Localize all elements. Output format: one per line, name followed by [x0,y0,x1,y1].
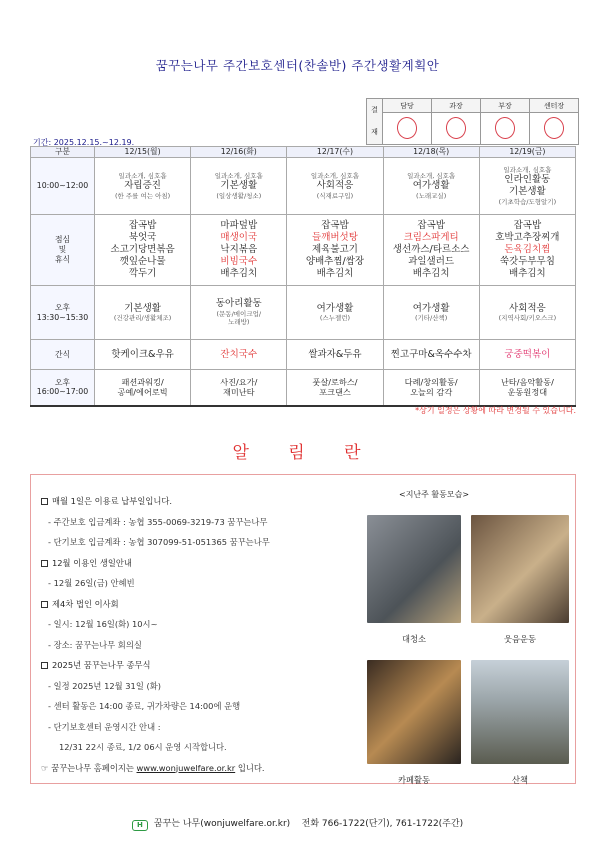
activity-cell: 난타/음악활동/ 운동원정대 [479,370,575,406]
photo-caption: 산책 [511,775,529,785]
notice-item: 12월 이용인 생일안내 [41,559,361,580]
schedule-period: 기간: 2025.12.15.~12.19. [33,138,135,147]
activity-cell: 일과소개, 심호흡 인라인활동 기본생활 (기초학습/도형알기) [479,158,575,215]
snack-cell: 핫케이크&우유 [95,340,191,370]
schedule-header: 12/19(금) [479,147,575,158]
stamp-icon [445,115,468,140]
photo-caption: 웃음운동 [503,634,537,644]
notice-item: 제4차 법인 이사회 [41,600,361,621]
activity-cell: 일과소개, 심호흡 기본생활 (일상생활/청소) [191,158,287,215]
notice-box [30,474,576,784]
photo-cleaning [367,515,461,623]
menu-cell: 마파덮밥 매생이국 낙지볶음 비빔국수 배추김치 [191,215,287,286]
activity-cell: 일과소개, 심호흡 사회적응 (식재료구입) [287,158,383,215]
stamp-icon [396,115,419,140]
checkbox-icon [41,560,48,567]
checkbox-icon [41,662,48,669]
time-cell: 점심 및 휴식 [31,215,95,286]
approval-stamp-cell [383,113,432,145]
stamp-icon [543,115,566,140]
approval-role: 담당 [383,99,432,113]
time-cell: 오후 16:00~17:00 [31,370,95,406]
notice-title: 알 림 란 [232,443,363,463]
footer-phone: 전화 766-1722(단기), 761-1722(주간) [301,819,464,829]
schedule-header: 12/18(목) [383,147,479,158]
approval-role: 부장 [481,99,530,113]
logo-icon: H [132,820,148,831]
stamp-icon [494,115,517,140]
menu-cell: 잡곡밥 호박고추장찌개 돈육김치찜 쑥갓두부무침 배추김치 [479,215,575,286]
photo-walk [471,660,569,764]
notice-item: - 주간보호 입금계좌 : 농협 355-0069-3219-73 꿈꾸는나무 [48,516,268,527]
schedule-note: *상기 일정은 상황에 따라 변경될 수 있습니다. [415,406,576,415]
activity-cell: 패션과워킹/ 공예/에어로빅 [95,370,191,406]
schedule-header: 12/16(화) [191,147,287,158]
time-cell: 오후 13:30~15:30 [31,286,95,340]
notice-item: - 일정 2025년 12월 31일 (화) [48,680,161,691]
schedule-header: 구분 [31,147,95,158]
notice-item: 12/31 22시 종료, 1/2 06시 운영 시작합니다. [59,742,227,752]
photo-laughter-exercise [471,515,569,623]
activity-cell: 풋살/로하스/ 포크댄스 [287,370,383,406]
approval-stamp-cell [481,113,530,145]
approval-label: 결 재 [367,99,383,145]
page-title: 꿈꾸는나무 주간보호센터(찬솔반) 주간생활계획안 [155,58,440,73]
schedule-table [30,146,576,407]
photo-caption: 카페활동 [397,775,431,785]
notice-item: - 단기보호 입금계좌 : 농협 307099-51-051365 꿈꾸는나무 [48,537,270,547]
notice-item: - 단기보호센터 운영시간 안내 : [48,721,161,732]
photo-cafe [367,660,461,764]
snack-cell: 쌀과자&두유 [287,340,383,370]
notice-item: - 장소: 꿈꾸는나무 회의실 [48,639,142,650]
checkbox-icon [41,601,48,608]
approval-stamp-cell [432,113,481,145]
checkbox-icon [41,498,48,505]
time-cell: 10:00~12:00 [31,158,95,215]
homepage-link[interactable]: www.wonjuwelfare.or.kr [136,762,236,773]
schedule-header: 12/15(월) [95,147,191,158]
footer-org: 꿈꾸는 나무(wonjuwelfare.or.kr) [153,819,291,829]
notice-item: 매월 1일은 이용료 납부일입니다. [41,497,361,518]
activity-cell: 일과소개, 심호흡 여가생활 (노래교실) [383,158,479,215]
menu-cell: 잡곡밥 크림스파게티 생선까스/타르소스 과일샐러드 배추김치 [383,215,479,286]
menu-cell: 잡곡밥 들깨버섯탕 제육불고기 양배추찜/쌈장 배추김치 [287,215,383,286]
homepage-line: ☞ 꿈꾸는나무 홈페이지는 www.wonjuwelfare.or.kr 입니다. [41,762,265,773]
snack-cell: 궁중떡볶이 [479,340,575,370]
snack-cell: 잔치국수 [191,340,287,370]
schedule-header: 12/17(수) [287,147,383,158]
notice-item: 2025년 꿈꾸는나무 종무식 [41,661,361,682]
approval-stamp-cell [530,113,579,145]
notice-item: - 12월 26일(금) 안혜빈 [48,578,135,588]
menu-cell: 잡곡밥 북엇국 소고기당면볶음 깻잎순나물 깍두기 [95,215,191,286]
activity-cell: 일과소개, 심호흡 자립증진 (한 주를 여는 아침) [95,158,191,215]
photos-title: <지난주 활동모습> [399,490,470,499]
activity-cell: 기본생활 (건강관리/생활체조) [95,286,191,340]
snack-cell: 찐고구마&옥수수차 [383,340,479,370]
notice-item: - 일시: 12월 16일(화) 10시~ [48,619,158,629]
activity-cell: 다례/창의활동/ 오늘의 감각 [383,370,479,406]
approval-role: 과장 [432,99,481,113]
approval-table [366,98,579,145]
approval-role: 센터장 [530,99,579,113]
notice-item: - 센터 활동은 14:00 종료, 귀가차량은 14:00에 운행 [48,701,241,711]
notice-items [41,497,361,784]
activity-cell: 사회적응 (지역사회/키오스크) [479,286,575,340]
activity-cell: 동아리활동 (문동/메이크업/ 노래방) [191,286,287,340]
photo-caption: 대청소 [401,634,427,644]
footer [0,816,595,831]
time-cell: 간식 [31,340,95,370]
activity-cell: 여가생활 (기타/산책) [383,286,479,340]
activity-cell: 사진/요가/ 재미난타 [191,370,287,406]
activity-cell: 여가생활 (스누젤런) [287,286,383,340]
